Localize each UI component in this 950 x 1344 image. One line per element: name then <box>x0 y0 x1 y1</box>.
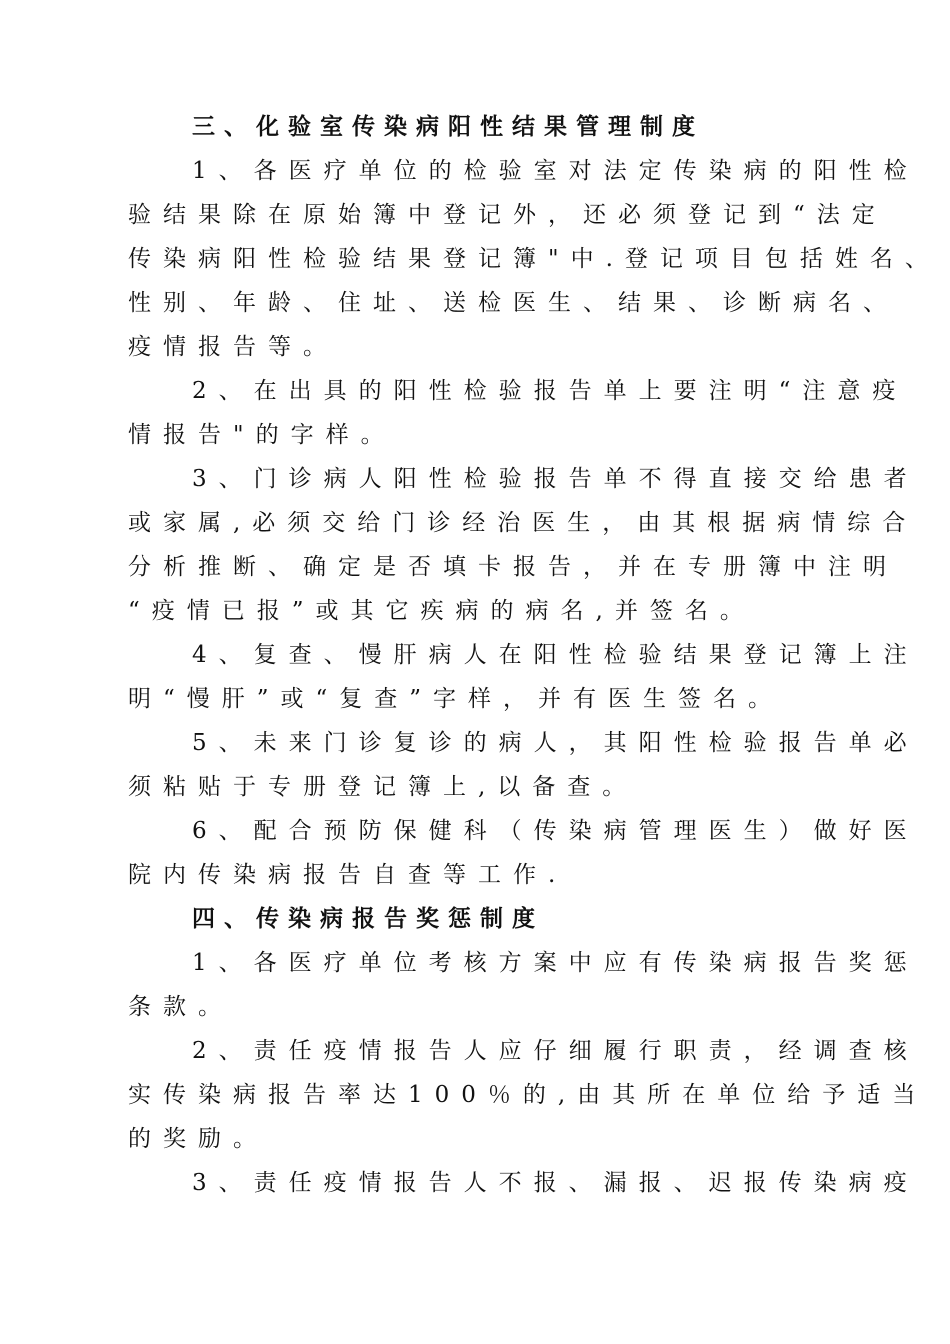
paragraph-line: 性别、年龄、住址、送检医生、结果、诊断病名、 <box>128 290 898 316</box>
paragraph-line: 3、责任疫情报告人不报、漏报、迟报传染病疫 <box>192 1170 919 1196</box>
paragraph-line: 传染病阳性检验结果登记簿"中.登记项目包括姓名、 <box>128 246 940 272</box>
paragraph-line: 实传染病报告率达100％的,由其所在单位给予适当 <box>128 1082 928 1108</box>
paragraph-line: 2、在出具的阳性检验报告单上要注明“注意疫 <box>192 378 908 404</box>
paragraph-line: “疫情已报”或其它疾病的病名,并签名。 <box>128 598 755 624</box>
paragraph-line: 条款。 <box>128 994 233 1020</box>
paragraph-line: 疫情报告等。 <box>128 334 338 360</box>
paragraph-line: 4、复查、慢肝病人在阳性检验结果登记簿上注 <box>192 642 919 668</box>
paragraph-line: 1、各医疗单位考核方案中应有传染病报告奖惩 <box>192 950 919 976</box>
paragraph-line: 验结果除在原始簿中登记外，还必须登记到“法定 <box>128 202 887 228</box>
paragraph-line: 的奖励。 <box>128 1126 268 1152</box>
paragraph-line: 分析推断、确定是否填卡报告，并在专册簿中注明 <box>128 554 898 580</box>
paragraph-line: 1、各医疗单位的检验室对法定传染病的阳性检 <box>192 158 919 184</box>
paragraph-line: 或家属,必须交给门诊经治医生，由其根据病情综合 <box>128 510 918 536</box>
paragraph-line: 院内传染病报告自查等工作. <box>128 862 568 888</box>
paragraph-line: 3、门诊病人阳性检验报告单不得直接交给患者 <box>192 466 919 492</box>
paragraph-line: 情报告"的字样。 <box>128 422 396 448</box>
paragraph-line: 5、未来门诊复诊的病人，其阳性检验报告单必 <box>192 730 919 756</box>
paragraph-line: 须粘贴于专册登记簿上,以备查。 <box>128 774 638 800</box>
paragraph-line: 2、责任疫情报告人应仔细履行职责，经调查核 <box>192 1038 919 1064</box>
paragraph-line: 明“慢肝”或“复查”字样，并有医生签名。 <box>128 686 784 712</box>
section-heading-4: 四、传染病报告奖惩制度 <box>192 906 544 932</box>
paragraph-line: 6、配合预防保健科（传染病管理医生）做好医 <box>192 818 919 844</box>
section-heading-3: 三、化验室传染病阳性结果管理制度 <box>192 114 704 140</box>
